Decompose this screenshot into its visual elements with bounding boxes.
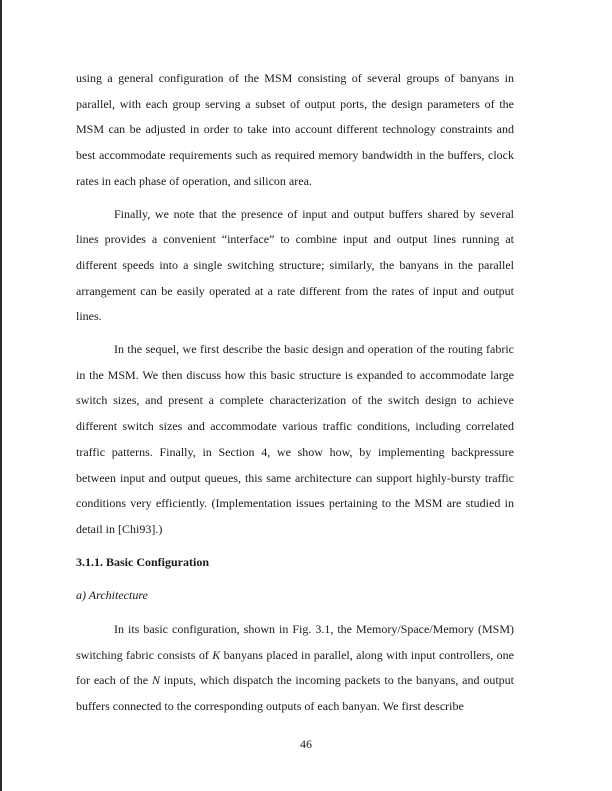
paragraph-4 [76, 617, 514, 720]
page-number: 46 [300, 737, 312, 751]
paragraph-4-part-1: In its basic configuration, shown in Fig. 3.1, the Memory/Space/Memory (MSM) switching fabric consists of [76, 622, 514, 662]
body-text [76, 66, 514, 727]
paragraph-1: using a general configuration of the MSM consisting of several groups of banyans in parallel, with each group serving a subset of output ports, the design parameters of the MSM can be adjusted in order to take into account different technology constraints and best accommodate requirements such as required memory bandwidth in the buffers, clock rates in each phase of operation, and silicon area. [76, 71, 514, 188]
variable-k: K [212, 647, 221, 662]
paragraph-4-part-2: banyans placed in parallel, along with input controllers, one for each of the [76, 647, 514, 688]
variable-n: N [151, 673, 160, 688]
scan-edge-line [0, 0, 2, 791]
paragraph-3: In the sequel, we first describe the basic design and operation of the routing fabric in the MSM. We then discuss how this basic structure is expanded to accommodate large switch sizes, and present a complete characterization of the switch design to achieve different switch sizes and accommodate various traffic conditions, including correlated traffic patterns. Finally, in Section 4, we show how, by implementing backpressure between input and output queues, this same architecture can support highly-bursty traffic conditions very efficiently. (Implementation issues pertaining to the MSM are studied in detail in [Chi93].) [76, 342, 514, 536]
subsection-heading: a) Architecture [76, 588, 148, 603]
paragraph-4-part-3: inputs, which dispatch the incoming packets to the banyans, and output buffers connected to the corresponding outputs of each banyan. We first describe [76, 673, 514, 714]
section-heading: 3.1.1. Basic Configuration [76, 554, 210, 569]
paragraph-2: Finally, we note that the presence of input and output buffers shared by several lines provides a convenient “interface” to combine input and output lines running at different speeds into a single switching structure; similarly, the banyans in the parallel arrangement can be easily operated at a rate different from the rates of input and output lines. [76, 206, 514, 324]
